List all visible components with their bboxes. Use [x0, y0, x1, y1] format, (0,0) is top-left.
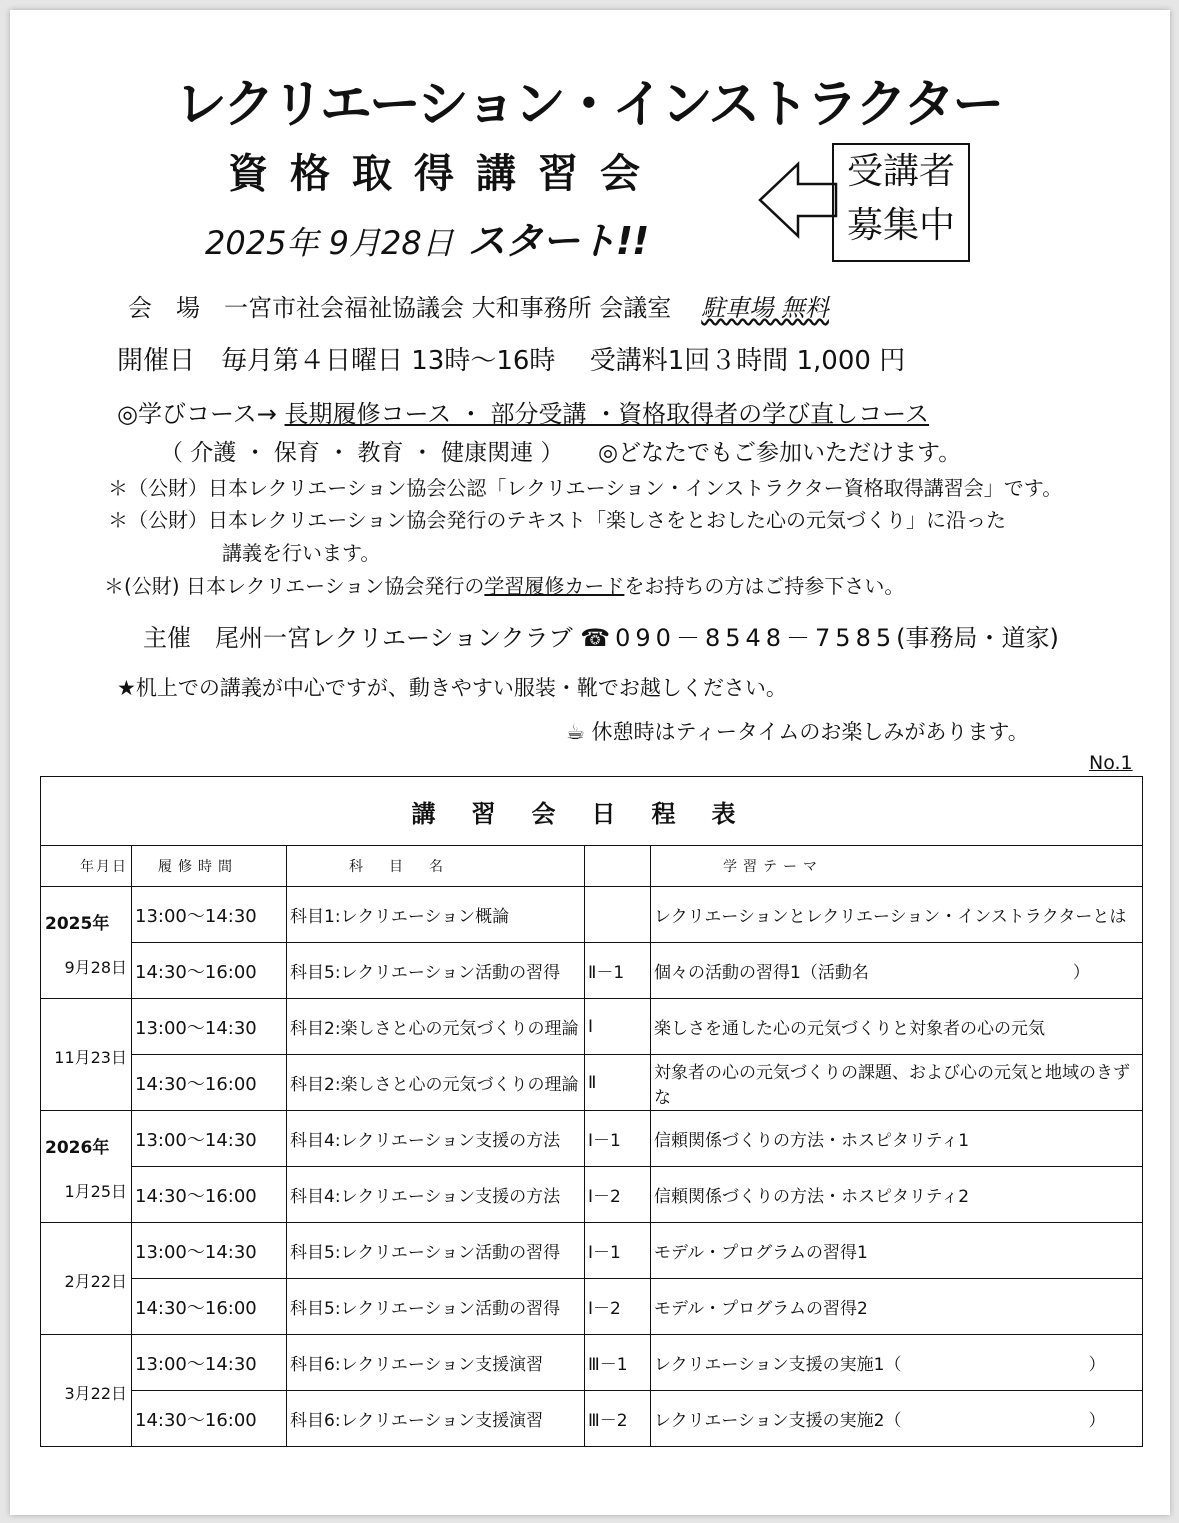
subject-cell: 科目4:レクリエーション支援の方法 — [287, 1167, 585, 1223]
level-cell: Ⅲ－1 — [585, 1335, 651, 1391]
schedule-title: 講習会日程表 — [41, 777, 1143, 846]
level-cell: Ⅰ－1 — [585, 1223, 651, 1279]
header-level — [585, 846, 651, 887]
note-official: ＊（公財）日本レクリエーション協会公認「レクリエーション・インストラクター資格取得講習会」です。 — [108, 476, 1063, 500]
note-textbook-cont: 講義を行います。 — [222, 541, 381, 565]
schedule-day-line: 開催日 毎月第４日曜日 13時～16時 受講料1回３時間 1,000 円 — [117, 346, 906, 376]
header-time: 履修時間 — [132, 846, 287, 887]
level-cell — [585, 887, 651, 943]
year-label: 2025年 — [45, 914, 110, 934]
note-card — [104, 570, 904, 599]
subject-cell: 科目5:レクリエーション活動の習得 — [287, 943, 585, 999]
time-cell: 13:00～14:30 — [132, 1335, 287, 1391]
time-cell: 14:30～16:00 — [132, 1055, 287, 1111]
arrow-left-icon — [758, 160, 838, 240]
date-cell — [41, 999, 132, 1111]
note-card-underlined: 学習履修カード — [484, 574, 625, 598]
flyer-page — [10, 10, 1170, 1515]
note-card-post: をお持ちの方はご持参下さい。 — [624, 574, 905, 598]
subject-cell: 科目5:レクリエーション活動の習得 — [287, 1223, 585, 1279]
subject-cell: 科目4:レクリエーション支援の方法 — [287, 1111, 585, 1167]
table-row — [41, 943, 1143, 999]
level-cell: Ⅰ－1 — [585, 1111, 651, 1167]
subject-cell: 科目2:楽しさと心の元気づくりの理論 — [287, 999, 585, 1055]
time-cell: 13:00～14:30 — [132, 887, 287, 943]
time-cell: 13:00～14:30 — [132, 1111, 287, 1167]
main-title: レクリエーション・インストラクター — [175, 75, 1002, 135]
month-day-label: 2月22日 — [64, 1272, 127, 1291]
table-row — [41, 1279, 1143, 1335]
date-cell — [41, 1335, 132, 1447]
schedule-table — [40, 776, 1143, 1447]
start-date — [205, 210, 648, 265]
phone-number: ☎090－8548－7585 — [580, 624, 897, 652]
header-date: 年月日 — [41, 846, 132, 887]
sub-title: 資格取得講習会 — [228, 151, 662, 197]
theme-cell: レクリエーション支援の実施2（ ） — [651, 1391, 1143, 1447]
month-day-label: 3月22日 — [64, 1384, 127, 1403]
course-prefix: ◎学びコース→ — [117, 400, 277, 428]
level-cell: Ⅰ－2 — [585, 1167, 651, 1223]
parking-text: 駐車場 無料 — [701, 294, 829, 322]
subject-cell: 科目2:楽しさと心の元気づくりの理論 — [287, 1055, 585, 1111]
theme-cell: 信頼関係づくりの方法・ホスピタリティ2 — [651, 1167, 1143, 1223]
note-card-pre: ＊(公財) 日本レクリエーション協会発行の — [104, 574, 485, 598]
time-cell: 14:30～16:00 — [132, 1391, 287, 1447]
venue-text: 会 場 一宮市社会福祉協議会 大和事務所 会議室 — [128, 294, 672, 322]
time-cell: 14:30～16:00 — [132, 1167, 287, 1223]
theme-cell: 個々の活動の習得1（活動名 ） — [651, 943, 1143, 999]
recruit-line2: 募集中 — [846, 205, 955, 246]
header-theme: 学習テーマ — [651, 846, 1143, 887]
theme-cell: レクリエーション支援の実施1（ ） — [651, 1335, 1143, 1391]
dress-note: ★机上での講義が中心ですが、動きやすい服装・靴でお越しください。 — [117, 676, 787, 700]
year-label: 2026年 — [45, 1138, 110, 1158]
level-cell: Ⅰ－2 — [585, 1279, 651, 1335]
schedule-header-row — [41, 846, 1143, 887]
theme-cell: レクリエーションとレクリエーション・インストラクターとは — [651, 887, 1143, 943]
table-row — [41, 999, 1143, 1055]
level-cell: Ⅱ－1 — [585, 943, 651, 999]
organizer-line — [143, 618, 1059, 653]
date-cell — [41, 887, 132, 999]
organizer-text: 主催 尾州一宮レクリエーションクラブ — [143, 624, 573, 652]
date-cell — [41, 1223, 132, 1335]
table-row — [41, 1335, 1143, 1391]
note-textbook: ＊（公財）日本レクリエーション協会発行のテキスト「楽しさをとおした心の元気づくり」に沿った — [108, 508, 1006, 532]
table-row — [41, 1391, 1143, 1447]
recruit-box — [832, 143, 970, 262]
table-row — [41, 887, 1143, 943]
subject-cell: 科目6:レクリエーション支援演習 — [287, 1391, 585, 1447]
venue-line — [128, 288, 829, 323]
theme-cell: モデル・プログラムの習得2 — [651, 1279, 1143, 1335]
table-row — [41, 1055, 1143, 1111]
theme-cell: 楽しさを通した心の元気づくりと対象者の心の元気 — [651, 999, 1143, 1055]
course-line — [117, 394, 929, 429]
time-cell: 13:00～14:30 — [132, 999, 287, 1055]
theme-cell: モデル・プログラムの習得1 — [651, 1223, 1143, 1279]
time-cell: 13:00～14:30 — [132, 1223, 287, 1279]
page-number: No.1 — [1089, 752, 1133, 774]
theme-cell: 対象者の心の元気づくりの課題、および心の元気と地域のきずな — [651, 1055, 1143, 1111]
month-day-label: 11月23日 — [54, 1048, 127, 1067]
month-day-label: 9月28日 — [64, 958, 127, 977]
time-cell: 14:30～16:00 — [132, 1279, 287, 1335]
level-cell: Ⅰ — [585, 999, 651, 1055]
subject-cell: 科目1:レクリエーション概論 — [287, 887, 585, 943]
header-subject: 科 目 名 — [287, 846, 585, 887]
table-row — [41, 1167, 1143, 1223]
start-label: スタート!! — [467, 219, 649, 263]
level-cell: Ⅲ－2 — [585, 1391, 651, 1447]
recruit-line1: 受講者 — [846, 151, 955, 192]
subject-cell: 科目6:レクリエーション支援演習 — [287, 1335, 585, 1391]
month-day-label: 1月25日 — [64, 1182, 127, 1201]
table-row — [41, 1111, 1143, 1167]
course-options: 長期履修コース ・ 部分受講 ・資格取得者の学び直しコース — [284, 400, 929, 428]
tea-note: ☕ 休憩時はティータイムのお楽しみがあります。 — [566, 720, 1029, 744]
contact-person: (事務局・道家) — [896, 624, 1059, 652]
subject-cell: 科目5:レクリエーション活動の習得 — [287, 1279, 585, 1335]
start-date-text: 2025年 9月28日 — [205, 224, 454, 262]
theme-cell: 信頼関係づくりの方法・ホスピタリティ1 — [651, 1111, 1143, 1167]
time-cell: 14:30～16:00 — [132, 943, 287, 999]
fields-line: （ 介護 ・ 保育 ・ 教育 ・ 健康関連 ） ◎どなたでもご参加いただけます。 — [160, 440, 962, 466]
date-cell — [41, 1111, 132, 1223]
table-row — [41, 1223, 1143, 1279]
level-cell: Ⅱ — [585, 1055, 651, 1111]
